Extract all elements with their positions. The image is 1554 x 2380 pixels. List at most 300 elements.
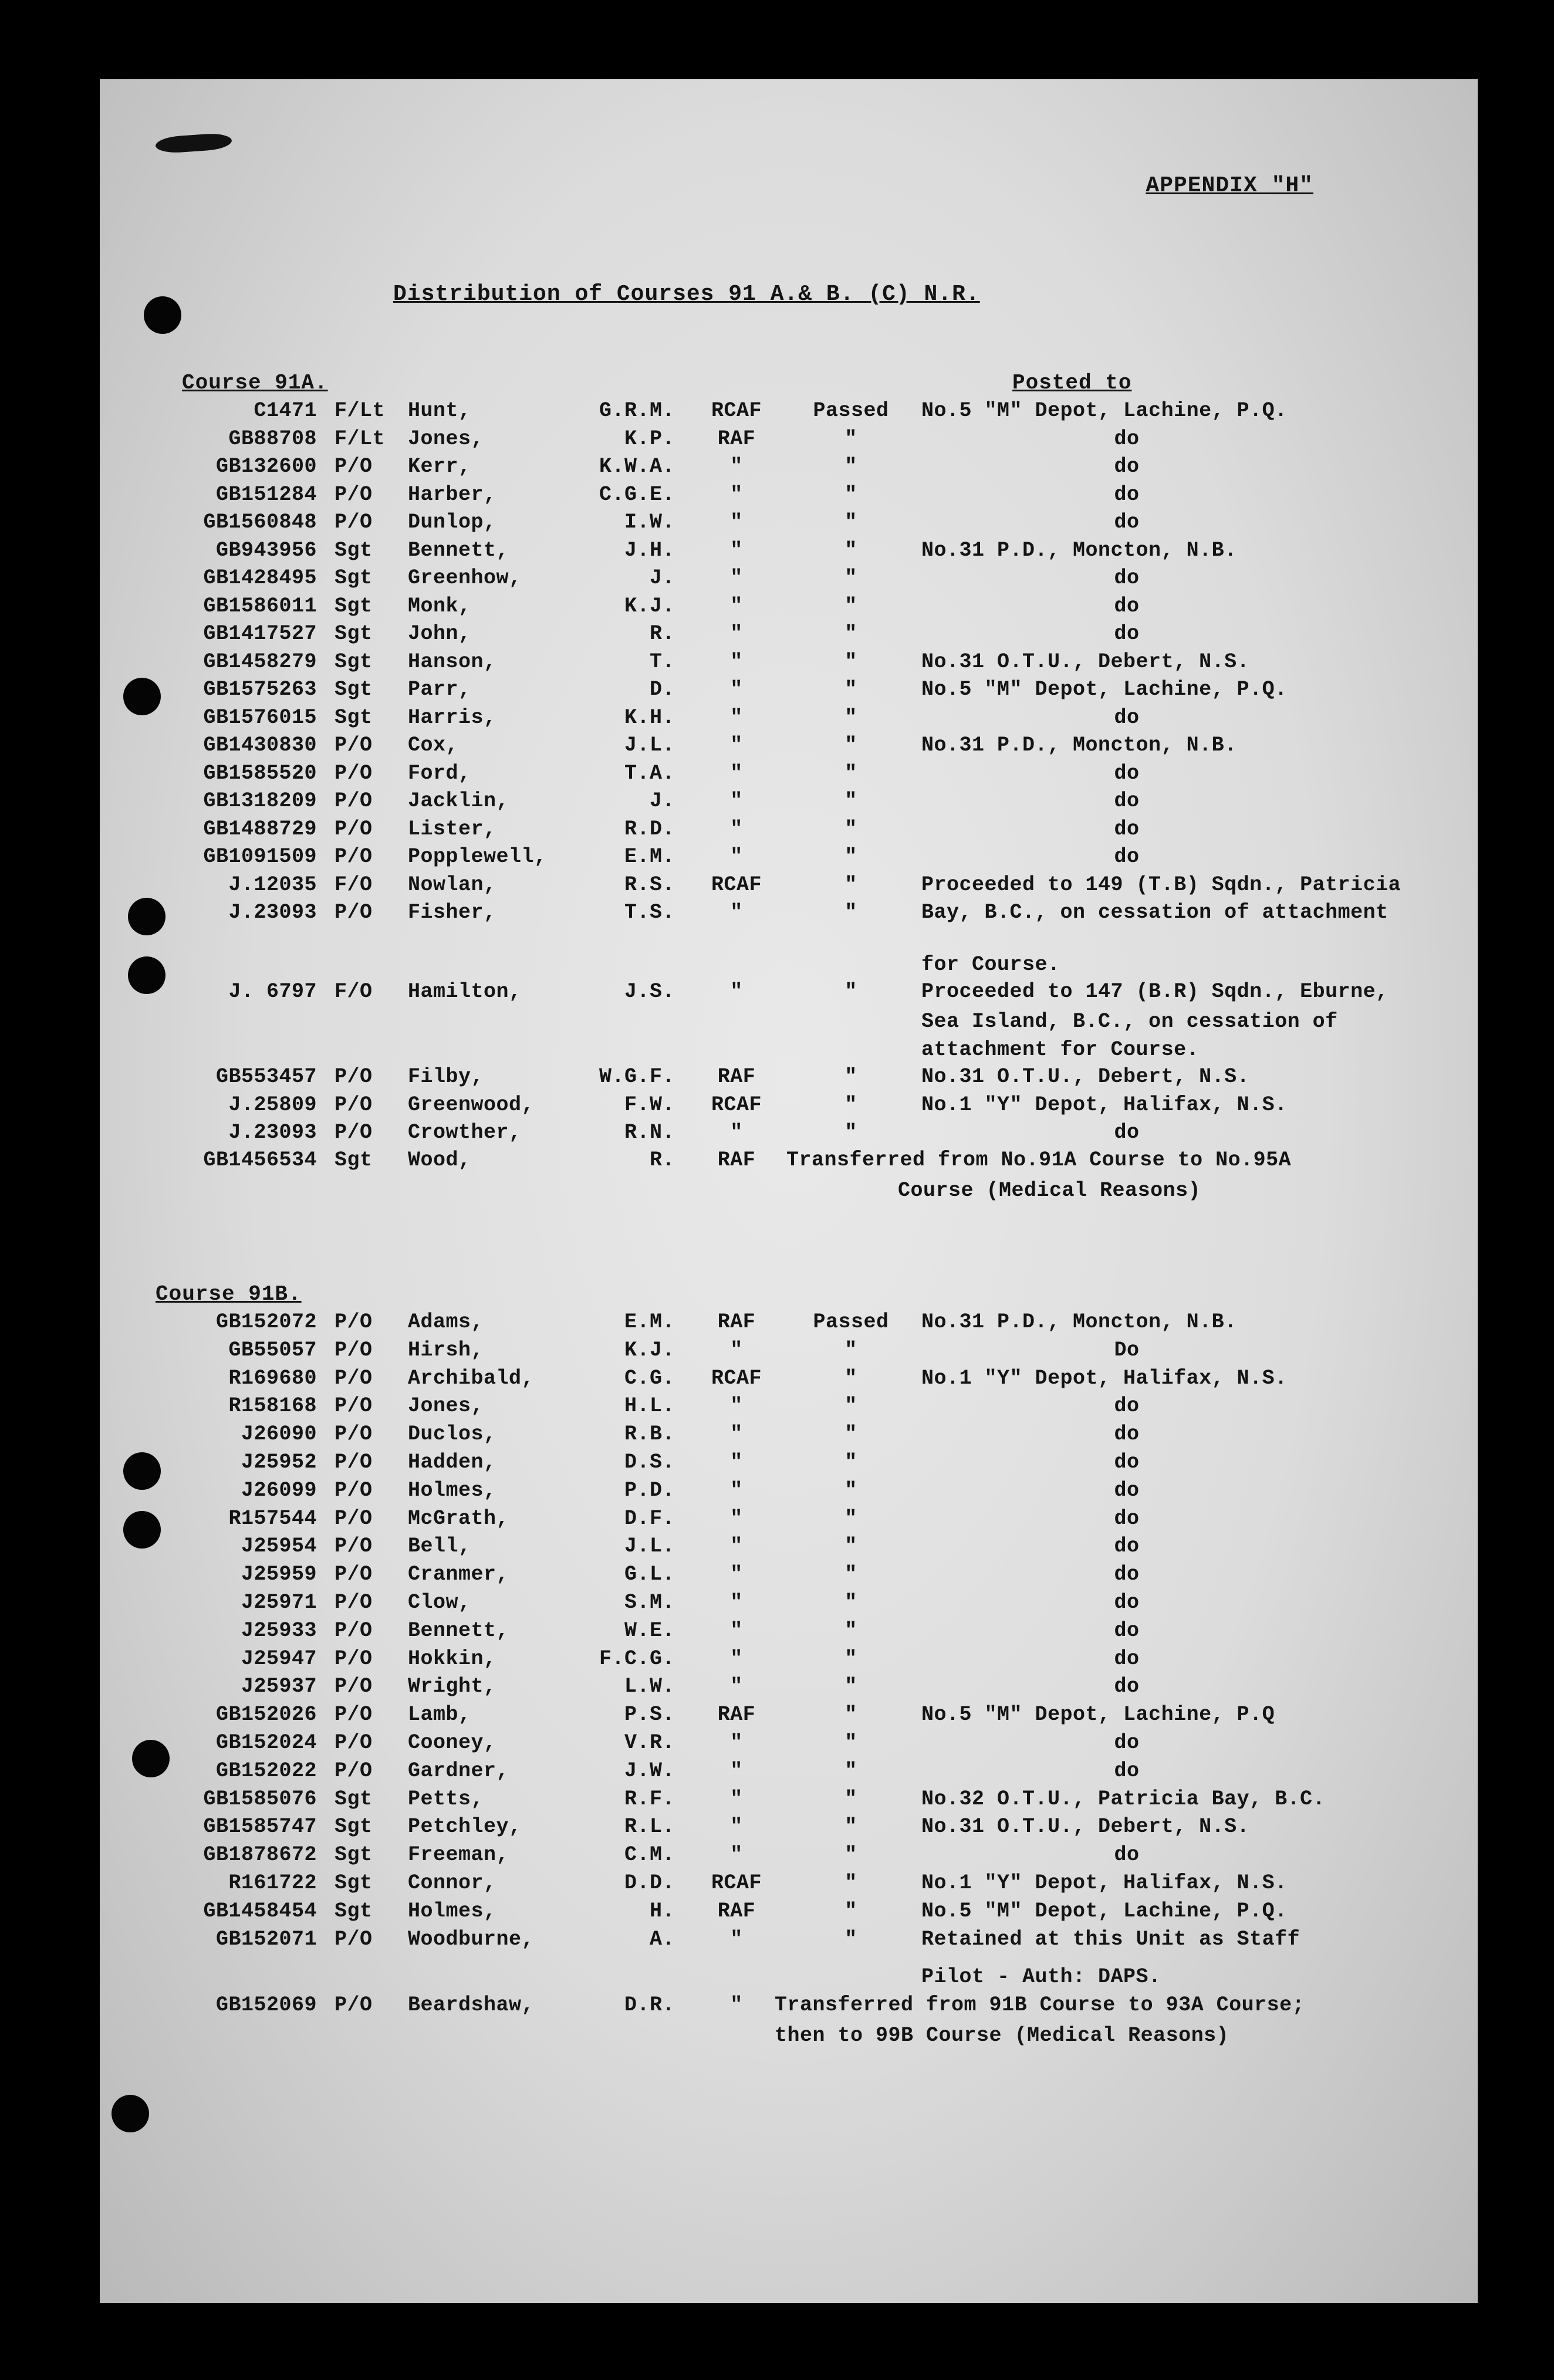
result: " xyxy=(844,455,857,478)
surname: Holmes, xyxy=(408,1478,496,1502)
initials: T.A. xyxy=(624,761,675,785)
initials: H. xyxy=(649,1899,675,1923)
service-number: GB1585520 xyxy=(203,761,317,785)
service-number: GB943956 xyxy=(215,538,317,562)
posted-to: No.31 P.D., Moncton, N.B. xyxy=(921,1310,1237,1334)
air-force: " xyxy=(730,1506,743,1530)
surname: Archibald, xyxy=(408,1366,535,1390)
surname: Popplewell, xyxy=(408,845,547,868)
air-force: " xyxy=(730,1675,743,1699)
table-row xyxy=(100,1451,1478,1479)
surname: Bennett, xyxy=(408,1618,509,1642)
result: " xyxy=(844,1394,857,1418)
service-number: GB1576015 xyxy=(203,705,317,729)
initials: J.H. xyxy=(624,538,675,562)
initials: A. xyxy=(649,1927,675,1951)
result: " xyxy=(844,1065,857,1088)
rank: P/O xyxy=(335,482,373,506)
result: " xyxy=(844,980,857,1003)
posted-to: do xyxy=(1114,1563,1140,1587)
result: " xyxy=(844,1618,857,1642)
document-page xyxy=(100,79,1478,2303)
rank: Sgt xyxy=(335,678,373,701)
table-row xyxy=(100,789,1478,817)
service-number: GB1488729 xyxy=(203,817,317,841)
table-row xyxy=(100,1563,1478,1591)
initials: C.G. xyxy=(624,1366,675,1390)
result: " xyxy=(844,1787,857,1811)
surname: Clow, xyxy=(408,1591,471,1614)
rank: Sgt xyxy=(335,1815,373,1839)
initials: J. xyxy=(649,789,675,813)
result: " xyxy=(844,1899,857,1923)
posted-to: No.5 "M" Depot, Lachine, P.Q. xyxy=(921,399,1288,422)
initials: J.L. xyxy=(624,733,675,757)
initials: P.S. xyxy=(624,1703,675,1727)
air-force: " xyxy=(730,733,743,757)
service-number: GB55057 xyxy=(228,1338,317,1362)
service-number: J25959 xyxy=(241,1563,317,1587)
air-force: " xyxy=(730,1394,743,1418)
rank: P/O xyxy=(335,1394,373,1418)
rank: P/O xyxy=(335,1618,373,1642)
surname: Lister, xyxy=(408,817,496,841)
posted-to: No.31 P.D., Moncton, N.B. xyxy=(921,733,1237,757)
initials: D.R. xyxy=(624,1993,675,2017)
table-row xyxy=(100,817,1478,846)
air-force: " xyxy=(730,1815,743,1839)
service-number: GB553457 xyxy=(215,1065,317,1088)
posted-to: do xyxy=(1114,1478,1140,1502)
air-force: RCAF xyxy=(711,1093,762,1117)
result: " xyxy=(844,817,857,841)
service-number: J25954 xyxy=(241,1534,317,1559)
initials: F.W. xyxy=(624,1093,675,1117)
rank: P/O xyxy=(335,1065,373,1088)
surname: Bell, xyxy=(408,1534,471,1559)
table-row xyxy=(100,1479,1478,1507)
posted-to: No.31 O.T.U., Debert, N.S. xyxy=(921,650,1250,674)
initials: J.W. xyxy=(624,1759,675,1783)
service-number: J25971 xyxy=(241,1591,317,1614)
rank: P/O xyxy=(335,1366,373,1390)
service-number: J. 6797 xyxy=(228,980,317,1003)
appendix-label: APPENDIX "H" xyxy=(1146,173,1313,198)
table-row xyxy=(100,650,1478,678)
surname: Hirsh, xyxy=(408,1338,484,1362)
posted-to: Do xyxy=(1114,1338,1140,1362)
rank: F/O xyxy=(335,873,373,897)
service-number: J26090 xyxy=(241,1422,317,1446)
rank: F/Lt xyxy=(335,427,386,451)
surname: Hunt, xyxy=(408,399,471,422)
result: " xyxy=(844,1338,857,1362)
service-number: GB1091509 xyxy=(203,845,317,868)
table-row xyxy=(100,1422,1478,1451)
posted-to: do xyxy=(1114,1675,1140,1699)
table-row xyxy=(100,1759,1478,1787)
initials: K.J. xyxy=(624,1338,675,1362)
posted-to: do xyxy=(1114,1618,1140,1642)
result: " xyxy=(844,650,857,674)
posted-to-header: Posted to xyxy=(1012,371,1132,395)
posted-to: No.5 "M" Depot, Lachine, P.Q. xyxy=(921,1899,1288,1923)
result: " xyxy=(844,511,857,534)
table-row xyxy=(100,1065,1478,1093)
air-force: RAF xyxy=(717,1310,756,1334)
posted-to: do xyxy=(1114,817,1140,841)
result: " xyxy=(844,1871,857,1895)
air-force: " xyxy=(730,901,743,924)
posted-to: do xyxy=(1114,1394,1140,1418)
result: " xyxy=(844,1563,857,1587)
surname: Jones, xyxy=(408,1394,484,1418)
posted-to: do xyxy=(1114,1843,1140,1867)
result: " xyxy=(844,1451,857,1474)
table-row xyxy=(100,1367,1478,1395)
table-row xyxy=(100,1731,1478,1759)
air-force: " xyxy=(730,1843,743,1867)
result: " xyxy=(844,733,857,757)
posted-to: No.32 O.T.U., Patricia Bay, B.C. xyxy=(921,1787,1326,1811)
result: " xyxy=(844,427,857,451)
table-row xyxy=(100,1121,1478,1149)
posted-to: do xyxy=(1114,1422,1140,1446)
surname: Holmes, xyxy=(408,1899,496,1923)
rank: Sgt xyxy=(335,1899,373,1923)
service-number: J.12035 xyxy=(228,873,317,897)
air-force: " xyxy=(730,1338,743,1362)
result: " xyxy=(844,761,857,785)
service-number: J25937 xyxy=(241,1675,317,1699)
result: " xyxy=(844,1731,857,1754)
rank: P/O xyxy=(335,1506,373,1530)
surname: Duclos, xyxy=(408,1422,496,1446)
initials: G.R.M. xyxy=(599,399,675,422)
posted-to: do xyxy=(1114,1591,1140,1614)
result: " xyxy=(844,1093,857,1117)
rank: Sgt xyxy=(335,1871,373,1895)
result: " xyxy=(844,678,857,701)
air-force: " xyxy=(730,1422,743,1446)
surname: Beardshaw, xyxy=(408,1993,535,2017)
posted-to: do xyxy=(1114,1534,1140,1559)
result: " xyxy=(844,1121,857,1144)
table-row xyxy=(100,1148,1478,1177)
surname: Wood, xyxy=(408,1148,471,1172)
air-force: RCAF xyxy=(711,399,762,422)
surname: Crowther, xyxy=(408,1121,522,1144)
initials: L.W. xyxy=(624,1675,675,1699)
surname: Gardner, xyxy=(408,1759,509,1783)
service-number: GB1318209 xyxy=(203,789,317,813)
posted-to: do xyxy=(1114,705,1140,729)
posted-to: Proceeded to 149 (T.B) Sqdn., Patricia xyxy=(921,873,1401,897)
initials: J. xyxy=(649,566,675,590)
initials: W.G.F. xyxy=(599,1065,675,1088)
result: " xyxy=(844,482,857,506)
result: " xyxy=(844,1591,857,1614)
surname: Hamilton, xyxy=(408,980,522,1003)
result: " xyxy=(844,538,857,562)
table-row xyxy=(100,1507,1478,1535)
table-row xyxy=(100,901,1478,929)
rank: P/O xyxy=(335,1993,373,2017)
rank: P/O xyxy=(335,1422,373,1446)
table-row xyxy=(100,1928,1478,1956)
posted-to: Transferred from 91B Course to 93A Course; xyxy=(775,1993,1305,2017)
posted-to: do xyxy=(1114,761,1140,785)
surname: Petchley, xyxy=(408,1815,522,1839)
table-row xyxy=(100,873,1478,901)
posted-to: do xyxy=(1114,455,1140,478)
result: " xyxy=(844,1927,857,1951)
service-number: GB1458279 xyxy=(203,650,317,674)
result: " xyxy=(844,1478,857,1502)
rank: P/O xyxy=(335,1451,373,1474)
result: " xyxy=(844,705,857,729)
surname: Greenwood, xyxy=(408,1093,535,1117)
table-row xyxy=(100,1093,1478,1121)
table-row xyxy=(100,1534,1478,1563)
rank: P/O xyxy=(335,511,373,534)
rank: P/O xyxy=(335,789,373,813)
rank: P/O xyxy=(335,1310,373,1334)
result: " xyxy=(844,1759,857,1783)
service-number: GB1585747 xyxy=(203,1815,317,1839)
surname: Cox, xyxy=(408,733,459,757)
surname: Connor, xyxy=(408,1871,496,1895)
result: " xyxy=(844,1647,857,1671)
note-hamilton: Sea Island, B.C., on cessation of attachment for Course. xyxy=(921,1010,1338,1061)
service-number: GB1417527 xyxy=(203,622,317,645)
rank: P/O xyxy=(335,817,373,841)
rank: P/O xyxy=(335,1563,373,1587)
table-row xyxy=(100,1310,1478,1338)
table-row xyxy=(100,762,1478,790)
air-force: RAF xyxy=(717,1148,756,1172)
surname: Harris, xyxy=(408,705,496,729)
rank: P/O xyxy=(335,1675,373,1699)
table-row xyxy=(100,455,1478,483)
posted-to: No.1 "Y" Depot, Halifax, N.S. xyxy=(921,1366,1288,1390)
air-force: RCAF xyxy=(711,873,762,897)
air-force: RAF xyxy=(717,427,756,451)
note-fisher: for Course. xyxy=(921,953,1060,976)
surname: Hanson, xyxy=(408,650,496,674)
surname: Ford, xyxy=(408,761,471,785)
table-row xyxy=(100,733,1478,762)
initials: T. xyxy=(649,650,675,674)
table-row xyxy=(100,539,1478,567)
result: " xyxy=(844,566,857,590)
note-beardshaw: then to 99B Course (Medical Reasons) xyxy=(775,2024,1229,2047)
result: " xyxy=(844,789,857,813)
air-force: " xyxy=(730,538,743,562)
rank: P/O xyxy=(335,761,373,785)
service-number: J25947 xyxy=(241,1647,317,1671)
rank: Sgt xyxy=(335,1843,373,1867)
rank: P/O xyxy=(335,1478,373,1502)
initials: K.P. xyxy=(624,427,675,451)
service-number: J.25809 xyxy=(228,1093,317,1117)
result: " xyxy=(844,845,857,868)
surname: Kerr, xyxy=(408,455,471,478)
air-force: " xyxy=(730,566,743,590)
service-number: GB151284 xyxy=(215,482,317,506)
initials: V.R. xyxy=(624,1731,675,1754)
service-number: GB1560848 xyxy=(203,511,317,534)
table-row xyxy=(100,1871,1478,1899)
initials: E.M. xyxy=(624,845,675,868)
posted-to: do xyxy=(1114,622,1140,645)
initials: D. xyxy=(649,678,675,701)
rank: P/O xyxy=(335,845,373,868)
air-force: RAF xyxy=(717,1899,756,1923)
table-row xyxy=(100,622,1478,650)
punch-hole xyxy=(112,2095,149,2132)
result: Passed xyxy=(813,399,889,422)
rank: P/O xyxy=(335,1338,373,1362)
result: " xyxy=(844,873,857,897)
rank: P/O xyxy=(335,1731,373,1754)
initials: K.J. xyxy=(624,594,675,618)
service-number: GB152072 xyxy=(215,1310,317,1334)
table-row xyxy=(100,566,1478,594)
table-row xyxy=(100,1787,1478,1816)
rank: P/O xyxy=(335,1647,373,1671)
service-number: J25933 xyxy=(241,1618,317,1642)
table-row xyxy=(100,1338,1478,1367)
initials: R.B. xyxy=(624,1422,675,1446)
table-row xyxy=(100,1899,1478,1928)
surname: Filby, xyxy=(408,1065,484,1088)
air-force: RAF xyxy=(717,1065,756,1088)
result: " xyxy=(844,1534,857,1559)
initials: D.F. xyxy=(624,1506,675,1530)
result: " xyxy=(844,622,857,645)
surname: Petts, xyxy=(408,1787,484,1811)
initials: H.L. xyxy=(624,1394,675,1418)
service-number: GB1430830 xyxy=(203,733,317,757)
table-row xyxy=(100,1619,1478,1647)
result: " xyxy=(844,1422,857,1446)
surname: Woodburne, xyxy=(408,1927,535,1951)
result: " xyxy=(844,1703,857,1727)
rank: P/O xyxy=(335,733,373,757)
air-force: " xyxy=(730,1759,743,1783)
surname: Monk, xyxy=(408,594,471,618)
initials: K.H. xyxy=(624,705,675,729)
service-number: GB152071 xyxy=(215,1927,317,1951)
air-force: " xyxy=(730,482,743,506)
result: " xyxy=(844,901,857,924)
air-force: " xyxy=(730,1478,743,1502)
surname: Adams, xyxy=(408,1310,484,1334)
service-number: J25952 xyxy=(241,1451,317,1474)
posted-to: Retained at this Unit as Staff xyxy=(921,1927,1300,1951)
table-row xyxy=(100,427,1478,455)
surname: Lamb, xyxy=(408,1703,471,1727)
service-number: GB88708 xyxy=(228,427,317,451)
surname: Wright, xyxy=(408,1675,496,1699)
rank: P/O xyxy=(335,1759,373,1783)
posted-to: Bay, B.C., on cessation of attachment xyxy=(921,901,1389,924)
posted-to: do xyxy=(1114,427,1140,451)
rank: P/O xyxy=(335,455,373,478)
posted-to: do xyxy=(1114,511,1140,534)
surname: Cranmer, xyxy=(408,1563,509,1587)
air-force: " xyxy=(730,817,743,841)
rank: Sgt xyxy=(335,538,373,562)
initials: R. xyxy=(649,1148,675,1172)
initials: W.E. xyxy=(624,1618,675,1642)
air-force: " xyxy=(730,1787,743,1811)
note-woodburne: Pilot - Auth: DAPS. xyxy=(921,1965,1161,1989)
air-force: " xyxy=(730,1451,743,1474)
ink-smudge xyxy=(155,132,232,154)
posted-to: do xyxy=(1114,845,1140,868)
posted-to: No.1 "Y" Depot, Halifax, N.S. xyxy=(921,1871,1288,1895)
rank: P/O xyxy=(335,1534,373,1559)
rank: P/O xyxy=(335,901,373,924)
air-force: " xyxy=(730,1121,743,1144)
initials: R.N. xyxy=(624,1121,675,1144)
service-number: R157544 xyxy=(228,1506,317,1530)
initials: S.M. xyxy=(624,1591,675,1614)
posted-to: No.31 O.T.U., Debert, N.S. xyxy=(921,1065,1250,1088)
service-number: GB1586011 xyxy=(203,594,317,618)
table-row xyxy=(100,511,1478,539)
result: " xyxy=(844,1366,857,1390)
posted-to: do xyxy=(1114,566,1140,590)
course-91a-heading: Course 91A. xyxy=(182,371,328,395)
air-force: " xyxy=(730,1534,743,1559)
posted-to: No.5 "M" Depot, Lachine, P.Q. xyxy=(921,678,1288,701)
posted-to: No.31 P.D., Moncton, N.B. xyxy=(921,538,1237,562)
air-force: " xyxy=(730,980,743,1003)
rank: Sgt xyxy=(335,566,373,590)
table-row xyxy=(100,1591,1478,1619)
initials: E.M. xyxy=(624,1310,675,1334)
table-row xyxy=(100,1394,1478,1422)
table-row xyxy=(100,594,1478,623)
service-number: GB1585076 xyxy=(203,1787,317,1811)
table-row xyxy=(100,678,1478,706)
posted-to: do xyxy=(1114,594,1140,618)
posted-to: Proceeded to 147 (B.R) Sqdn., Eburne, xyxy=(921,980,1389,1003)
rank: F/O xyxy=(335,980,373,1003)
surname: Cooney, xyxy=(408,1731,496,1754)
rank: P/O xyxy=(335,1093,373,1117)
table-row xyxy=(100,1647,1478,1675)
table-row xyxy=(100,1843,1478,1871)
service-number: J.23093 xyxy=(228,901,317,924)
initials: C.G.E. xyxy=(599,482,675,506)
table-row xyxy=(100,399,1478,427)
table-row xyxy=(100,845,1478,873)
posted-to: No.5 "M" Depot, Lachine, P.Q xyxy=(921,1703,1275,1727)
service-number: GB132600 xyxy=(215,455,317,478)
result: " xyxy=(844,594,857,618)
result: " xyxy=(844,1675,857,1699)
rank: Sgt xyxy=(335,1787,373,1811)
note-wood: Course (Medical Reasons) xyxy=(898,1179,1201,1202)
posted-to: do xyxy=(1114,1759,1140,1783)
rank: Sgt xyxy=(335,705,373,729)
service-number: R161722 xyxy=(228,1871,317,1895)
initials: R.S. xyxy=(624,873,675,897)
